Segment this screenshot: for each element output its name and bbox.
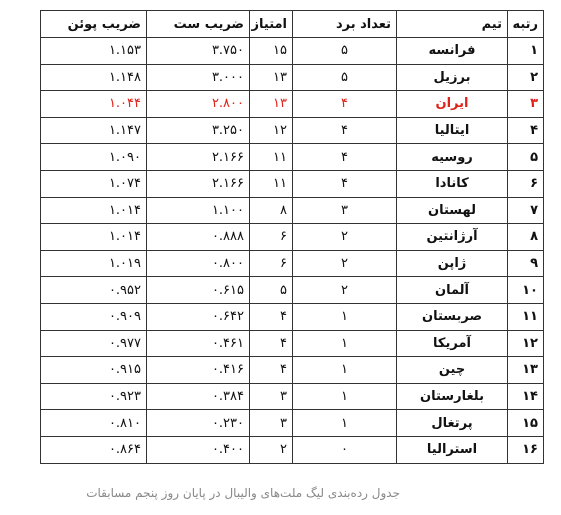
set-ratio-cell: ۳.۷۵۰ [147, 38, 250, 65]
rank-cell: ۱۴ [508, 383, 544, 410]
point-ratio-cell: ۱.۰۴۴ [41, 91, 147, 118]
wins-cell: ۳ [293, 197, 397, 224]
points-cell: ۳ [250, 383, 293, 410]
table-row [41, 357, 544, 384]
team-cell: فرانسه [397, 38, 508, 65]
points-cell: ۸ [250, 197, 293, 224]
point-ratio-cell: ۰.۹۷۷ [41, 330, 147, 357]
header-rank: رتبه [508, 11, 544, 38]
rank-cell: ۱۱ [508, 303, 544, 330]
wins-cell: ۴ [293, 144, 397, 171]
point-ratio-cell: ۰.۸۱۰ [41, 410, 147, 437]
set-ratio-cell: ۲.۸۰۰ [147, 91, 250, 118]
set-ratio-cell: ۰.۲۳۰ [147, 410, 250, 437]
team-cell: آلمان [397, 277, 508, 304]
point-ratio-cell: ۱.۰۱۹ [41, 250, 147, 277]
points-cell: ۴ [250, 330, 293, 357]
rank-cell: ۴ [508, 117, 544, 144]
points-cell: ۱۲ [250, 117, 293, 144]
table-row [41, 117, 544, 144]
rank-cell: ۱۰ [508, 277, 544, 304]
rank-cell: ۵ [508, 144, 544, 171]
header-points: امتیاز [250, 11, 293, 38]
point-ratio-cell: ۱.۰۱۴ [41, 197, 147, 224]
points-cell: ۱۱ [250, 144, 293, 171]
rank-cell: ۱۵ [508, 410, 544, 437]
set-ratio-cell: ۲.۱۶۶ [147, 144, 250, 171]
team-cell: کانادا [397, 170, 508, 197]
wins-cell: ۲ [293, 250, 397, 277]
team-cell: پرتغال [397, 410, 508, 437]
points-cell: ۳ [250, 410, 293, 437]
point-ratio-cell: ۱.۰۱۴ [41, 224, 147, 251]
table-row [41, 303, 544, 330]
wins-cell: ۱ [293, 357, 397, 384]
point-ratio-cell: ۰.۹۲۳ [41, 383, 147, 410]
team-cell: برزیل [397, 64, 508, 91]
table-body [41, 38, 544, 464]
wins-cell: ۵ [293, 38, 397, 65]
team-cell: ایران [397, 91, 508, 118]
set-ratio-cell: ۰.۳۸۴ [147, 383, 250, 410]
wins-cell: ۱ [293, 410, 397, 437]
wins-cell: ۰ [293, 436, 397, 463]
point-ratio-cell: ۱.۱۵۳ [41, 38, 147, 65]
set-ratio-cell: ۲.۱۶۶ [147, 170, 250, 197]
team-cell: ایتالیا [397, 117, 508, 144]
table-row [41, 91, 544, 118]
table-row [41, 64, 544, 91]
set-ratio-cell: ۰.۴۰۰ [147, 436, 250, 463]
header-wins: تعداد برد [293, 11, 397, 38]
set-ratio-cell: ۰.۸۰۰ [147, 250, 250, 277]
header-set-ratio: ضریب ست [147, 11, 250, 38]
points-cell: ۵ [250, 277, 293, 304]
team-cell: چین [397, 357, 508, 384]
point-ratio-cell: ۰.۹۱۵ [41, 357, 147, 384]
table-row [41, 436, 544, 463]
points-cell: ۱۱ [250, 170, 293, 197]
point-ratio-cell: ۱.۰۹۰ [41, 144, 147, 171]
wins-cell: ۴ [293, 91, 397, 118]
table-header-row [41, 11, 544, 38]
point-ratio-cell: ۱.۱۴۸ [41, 64, 147, 91]
table-row [41, 277, 544, 304]
set-ratio-cell: ۰.۶۴۲ [147, 303, 250, 330]
table-row [41, 410, 544, 437]
rank-cell: ۱۶ [508, 436, 544, 463]
wins-cell: ۱ [293, 330, 397, 357]
points-cell: ۶ [250, 250, 293, 277]
wins-cell: ۴ [293, 170, 397, 197]
wins-cell: ۴ [293, 117, 397, 144]
rank-cell: ۲ [508, 64, 544, 91]
points-cell: ۱۳ [250, 91, 293, 118]
wins-cell: ۱ [293, 303, 397, 330]
table-row [41, 144, 544, 171]
table-row [41, 383, 544, 410]
team-cell: صربستان [397, 303, 508, 330]
rank-cell: ۱۳ [508, 357, 544, 384]
points-cell: ۶ [250, 224, 293, 251]
points-cell: ۴ [250, 357, 293, 384]
point-ratio-cell: ۱.۱۴۷ [41, 117, 147, 144]
team-cell: لهستان [397, 197, 508, 224]
rank-cell: ۸ [508, 224, 544, 251]
wins-cell: ۵ [293, 64, 397, 91]
table-row [41, 224, 544, 251]
team-cell: بلغارستان [397, 383, 508, 410]
team-cell: روسیه [397, 144, 508, 171]
set-ratio-cell: ۰.۶۱۵ [147, 277, 250, 304]
table-row [41, 170, 544, 197]
team-cell: آرژانتین [397, 224, 508, 251]
header-team: تیم [397, 11, 508, 38]
table-row [41, 38, 544, 65]
points-cell: ۱۵ [250, 38, 293, 65]
table-caption: جدول رده‌بندی لیگ ملت‌های والیبال در پایان روز پنجم مسابقات [86, 486, 400, 500]
team-cell: استرالیا [397, 436, 508, 463]
team-cell: آمریکا [397, 330, 508, 357]
standings-table [40, 10, 544, 464]
point-ratio-cell: ۰.۹۵۲ [41, 277, 147, 304]
points-cell: ۲ [250, 436, 293, 463]
wins-cell: ۲ [293, 277, 397, 304]
rank-cell: ۱ [508, 38, 544, 65]
point-ratio-cell: ۰.۹۰۹ [41, 303, 147, 330]
point-ratio-cell: ۰.۸۶۴ [41, 436, 147, 463]
rank-cell: ۹ [508, 250, 544, 277]
set-ratio-cell: ۰.۴۱۶ [147, 357, 250, 384]
point-ratio-cell: ۱.۰۷۴ [41, 170, 147, 197]
set-ratio-cell: ۳.۰۰۰ [147, 64, 250, 91]
table-row [41, 250, 544, 277]
rank-cell: ۳ [508, 91, 544, 118]
rank-cell: ۱۲ [508, 330, 544, 357]
set-ratio-cell: ۱.۱۰۰ [147, 197, 250, 224]
rank-cell: ۶ [508, 170, 544, 197]
set-ratio-cell: ۰.۴۶۱ [147, 330, 250, 357]
table-row [41, 330, 544, 357]
wins-cell: ۲ [293, 224, 397, 251]
table-row [41, 197, 544, 224]
wins-cell: ۱ [293, 383, 397, 410]
header-point-ratio: ضریب پوئن [41, 11, 147, 38]
points-cell: ۴ [250, 303, 293, 330]
set-ratio-cell: ۰.۸۸۸ [147, 224, 250, 251]
team-cell: ژاپن [397, 250, 508, 277]
points-cell: ۱۳ [250, 64, 293, 91]
rank-cell: ۷ [508, 197, 544, 224]
set-ratio-cell: ۳.۲۵۰ [147, 117, 250, 144]
standings-table-container [40, 10, 543, 464]
